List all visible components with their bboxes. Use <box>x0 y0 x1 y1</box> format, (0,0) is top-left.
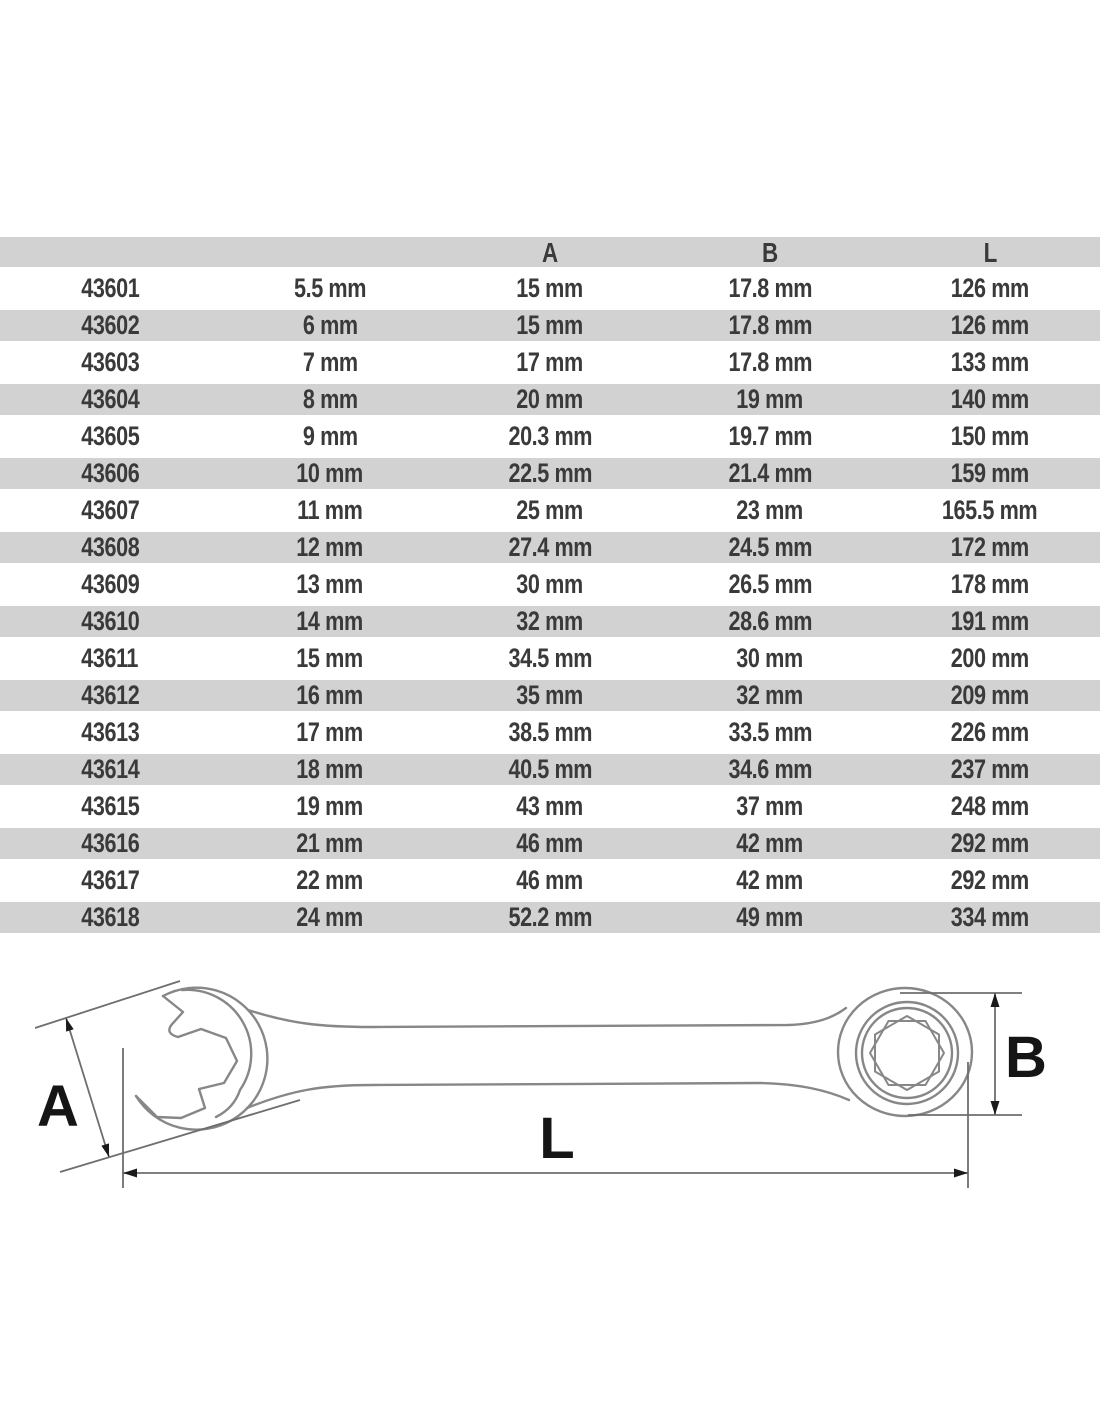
dimension-l-label: L <box>539 1106 575 1171</box>
header-cell-l <box>880 237 1100 268</box>
cell-value-size: 22 mm <box>296 865 364 895</box>
cell-a <box>440 569 660 600</box>
open-end-face-line <box>182 990 251 1117</box>
cell-l <box>880 643 1100 674</box>
cell-a <box>440 273 660 304</box>
cell-a <box>440 532 660 563</box>
cell-value-l: 178 mm <box>950 569 1030 599</box>
table-row <box>0 828 1100 859</box>
cell-code <box>0 754 220 785</box>
cell-code <box>0 384 220 415</box>
cell-value-size: 18 mm <box>296 754 364 784</box>
cell-l <box>880 347 1100 378</box>
cell-l <box>880 791 1100 822</box>
cell-value-a: 20 mm <box>516 384 584 414</box>
cell-a <box>440 495 660 526</box>
cell-value-l: 226 mm <box>950 717 1030 747</box>
cell-value-b: 28.6 mm <box>728 606 812 636</box>
cell-a <box>440 680 660 711</box>
cell-code <box>0 717 220 748</box>
cell-value-code: 43609 <box>80 569 140 599</box>
cell-value-size: 5.5 mm <box>293 273 367 303</box>
cell-value-size: 8 mm <box>302 384 358 414</box>
header-cell-code <box>0 243 220 261</box>
cell-a <box>440 347 660 378</box>
cell-code <box>0 680 220 711</box>
table-row <box>0 569 1100 600</box>
cell-value-l: 165.5 mm <box>942 495 1038 525</box>
cell-value-a: 35 mm <box>516 680 584 710</box>
table-row <box>0 495 1100 526</box>
cell-l <box>880 717 1100 748</box>
cell-value-a: 30 mm <box>516 569 584 599</box>
cell-value-a: 22.5 mm <box>508 458 592 488</box>
cell-value-b: 34.6 mm <box>728 754 812 784</box>
cell-value-size: 13 mm <box>296 569 364 599</box>
cell-b <box>660 606 880 637</box>
cell-value-b: 32 mm <box>736 680 804 710</box>
cell-value-code: 43605 <box>80 421 140 451</box>
cell-l <box>880 421 1100 452</box>
cell-value-code: 43610 <box>80 606 140 636</box>
cell-l <box>880 310 1100 341</box>
cell-size <box>220 791 440 822</box>
ring-end-ring-outer <box>856 1002 958 1104</box>
cell-b <box>660 569 880 600</box>
cell-value-a: 43 mm <box>516 791 584 821</box>
cell-b <box>660 791 880 822</box>
cell-value-a: 40.5 mm <box>508 754 592 784</box>
cell-value-code: 43618 <box>80 902 140 932</box>
cell-l <box>880 754 1100 785</box>
table-row <box>0 384 1100 415</box>
cell-value-a: 25 mm <box>516 495 584 525</box>
header-label-l: L <box>983 236 997 268</box>
spec-table <box>0 237 1100 939</box>
table-row <box>0 680 1100 711</box>
cell-l <box>880 606 1100 637</box>
header-label-a: A <box>542 236 558 268</box>
cell-value-a: 52.2 mm <box>508 902 592 932</box>
cell-size <box>220 643 440 674</box>
dim-a-ext-bottom <box>60 1100 300 1172</box>
cell-code <box>0 865 220 896</box>
cell-value-a: 15 mm <box>516 273 584 303</box>
table-row <box>0 458 1100 489</box>
cell-value-b: 19.7 mm <box>728 421 812 451</box>
cell-value-b: 23 mm <box>736 495 804 525</box>
cell-code <box>0 421 220 452</box>
cell-value-l: 159 mm <box>950 458 1030 488</box>
cell-size <box>220 902 440 933</box>
cell-value-b: 26.5 mm <box>728 569 812 599</box>
cell-l <box>880 865 1100 896</box>
cell-a <box>440 754 660 785</box>
cell-b <box>660 828 880 859</box>
header-cell-size <box>220 243 440 261</box>
cell-size <box>220 754 440 785</box>
cell-l <box>880 273 1100 304</box>
cell-a <box>440 865 660 896</box>
cell-a <box>440 384 660 415</box>
cell-value-code: 43617 <box>80 865 140 895</box>
cell-value-a: 32 mm <box>516 606 584 636</box>
cell-value-size: 6 mm <box>302 310 358 340</box>
cell-value-b: 42 mm <box>736 865 804 895</box>
cell-value-l: 200 mm <box>950 643 1030 673</box>
cell-value-size: 24 mm <box>296 902 364 932</box>
cell-b <box>660 754 880 785</box>
table-row <box>0 421 1100 452</box>
cell-value-size: 10 mm <box>296 458 364 488</box>
cell-value-size: 16 mm <box>296 680 364 710</box>
cell-size <box>220 273 440 304</box>
arrow-a-bottom <box>101 1143 109 1157</box>
cell-value-l: 209 mm <box>950 680 1030 710</box>
cell-size <box>220 310 440 341</box>
table-row <box>0 347 1100 378</box>
cell-value-code: 43615 <box>80 791 140 821</box>
cell-a <box>440 902 660 933</box>
cell-b <box>660 495 880 526</box>
cell-value-l: 237 mm <box>950 754 1030 784</box>
cell-value-code: 43607 <box>80 495 140 525</box>
cell-size <box>220 865 440 896</box>
cell-value-size: 14 mm <box>296 606 364 636</box>
cell-code <box>0 273 220 304</box>
table-row <box>0 310 1100 341</box>
cell-code <box>0 458 220 489</box>
cell-value-code: 43614 <box>80 754 140 784</box>
table-row <box>0 791 1100 822</box>
cell-value-b: 30 mm <box>736 643 804 673</box>
cell-l <box>880 828 1100 859</box>
cell-value-b: 24.5 mm <box>728 532 812 562</box>
cell-size <box>220 569 440 600</box>
cell-value-size: 9 mm <box>302 421 358 451</box>
header-label-b: B <box>762 236 778 268</box>
cell-size <box>220 421 440 452</box>
cell-value-code: 43616 <box>80 828 140 858</box>
arrow-b-top <box>991 993 1000 1007</box>
cell-value-size: 12 mm <box>296 532 364 562</box>
cell-value-a: 34.5 mm <box>508 643 592 673</box>
cell-value-code: 43611 <box>81 643 139 673</box>
cell-value-size: 19 mm <box>296 791 364 821</box>
cell-value-b: 49 mm <box>736 902 804 932</box>
cell-value-b: 21.4 mm <box>728 458 812 488</box>
shaft-top-edge <box>248 1008 846 1027</box>
arrow-l-left <box>123 1169 137 1178</box>
cell-l <box>880 384 1100 415</box>
cell-value-size: 15 mm <box>296 643 364 673</box>
cell-value-l: 126 mm <box>950 310 1030 340</box>
cell-value-b: 17.8 mm <box>728 347 812 377</box>
cell-value-size: 11 mm <box>297 495 363 525</box>
cell-value-l: 150 mm <box>950 421 1030 451</box>
cell-code <box>0 495 220 526</box>
cell-b <box>660 643 880 674</box>
cell-code <box>0 569 220 600</box>
cell-value-size: 17 mm <box>296 717 364 747</box>
cell-value-code: 43606 <box>80 458 140 488</box>
table-row <box>0 717 1100 748</box>
cell-a <box>440 606 660 637</box>
dimension-b-label: B <box>1005 1025 1047 1090</box>
cell-l <box>880 458 1100 489</box>
cell-b <box>660 717 880 748</box>
cell-b <box>660 347 880 378</box>
cell-value-size: 21 mm <box>296 828 364 858</box>
cell-value-code: 43608 <box>80 532 140 562</box>
cell-value-l: 248 mm <box>950 791 1030 821</box>
cell-value-b: 33.5 mm <box>728 717 812 747</box>
cell-value-code: 43613 <box>80 717 140 747</box>
cell-size <box>220 680 440 711</box>
cell-code <box>0 828 220 859</box>
cell-size <box>220 384 440 415</box>
cell-b <box>660 421 880 452</box>
cell-value-code: 43603 <box>80 347 140 377</box>
cell-l <box>880 532 1100 563</box>
cell-value-a: 17 mm <box>516 347 584 377</box>
cell-value-a: 27.4 mm <box>508 532 592 562</box>
table-row <box>0 754 1100 785</box>
cell-a <box>440 828 660 859</box>
cell-code <box>0 310 220 341</box>
cell-value-l: 334 mm <box>950 902 1030 932</box>
table-row <box>0 902 1100 933</box>
cell-value-code: 43604 <box>80 384 140 414</box>
cell-a <box>440 458 660 489</box>
cell-b <box>660 680 880 711</box>
cell-code <box>0 532 220 563</box>
cell-size <box>220 347 440 378</box>
cell-l <box>880 495 1100 526</box>
table-row <box>0 532 1100 563</box>
dimension-a-label: A <box>37 1074 79 1139</box>
shaft-bottom-edge <box>247 1083 849 1108</box>
wrench-diagram <box>0 940 1100 1260</box>
cell-value-size: 7 mm <box>302 347 358 377</box>
cell-b <box>660 310 880 341</box>
cell-a <box>440 421 660 452</box>
cell-a <box>440 643 660 674</box>
cell-size <box>220 495 440 526</box>
arrow-l-right <box>954 1169 968 1178</box>
cell-code <box>0 606 220 637</box>
cell-size <box>220 532 440 563</box>
cell-a <box>440 717 660 748</box>
cell-value-l: 140 mm <box>950 384 1030 414</box>
table-row <box>0 643 1100 674</box>
cell-value-l: 292 mm <box>950 865 1030 895</box>
cell-value-a: 20.3 mm <box>508 421 592 451</box>
cell-code <box>0 643 220 674</box>
cell-b <box>660 384 880 415</box>
cell-b <box>660 902 880 933</box>
cell-l <box>880 569 1100 600</box>
cell-code <box>0 791 220 822</box>
cell-value-b: 37 mm <box>736 791 804 821</box>
table-body <box>0 273 1100 933</box>
header-cell-b <box>660 237 880 268</box>
cell-b <box>660 458 880 489</box>
cell-value-l: 292 mm <box>950 828 1030 858</box>
table-row <box>0 273 1100 304</box>
cell-code <box>0 902 220 933</box>
cell-b <box>660 865 880 896</box>
cell-value-b: 19 mm <box>736 384 804 414</box>
table-row <box>0 865 1100 896</box>
cell-value-l: 133 mm <box>950 347 1030 377</box>
arrow-b-bottom <box>991 1101 1000 1115</box>
cell-size <box>220 606 440 637</box>
cell-l <box>880 902 1100 933</box>
cell-value-l: 191 mm <box>950 606 1030 636</box>
cell-value-a: 46 mm <box>516 828 584 858</box>
cell-value-l: 126 mm <box>950 273 1030 303</box>
dim-a-ext-top <box>35 981 180 1028</box>
cell-value-code: 43601 <box>80 273 140 303</box>
cell-value-b: 17.8 mm <box>728 310 812 340</box>
open-end-jaw <box>136 996 237 1118</box>
header-cell-a <box>440 237 660 268</box>
cell-a <box>440 791 660 822</box>
cell-value-a: 46 mm <box>516 865 584 895</box>
cell-value-b: 17.8 mm <box>728 273 812 303</box>
cell-value-code: 43602 <box>80 310 140 340</box>
cell-value-b: 42 mm <box>736 828 804 858</box>
cell-value-code: 43612 <box>80 680 140 710</box>
cell-size <box>220 458 440 489</box>
cell-value-l: 172 mm <box>950 532 1030 562</box>
arrow-a-top <box>66 1018 74 1032</box>
cell-a <box>440 310 660 341</box>
cell-size <box>220 828 440 859</box>
cell-code <box>0 347 220 378</box>
table-header-row <box>0 237 1100 267</box>
cell-value-a: 38.5 mm <box>508 717 592 747</box>
cell-l <box>880 680 1100 711</box>
cell-size <box>220 717 440 748</box>
table-row <box>0 606 1100 637</box>
cell-b <box>660 273 880 304</box>
cell-b <box>660 532 880 563</box>
cell-value-a: 15 mm <box>516 310 584 340</box>
